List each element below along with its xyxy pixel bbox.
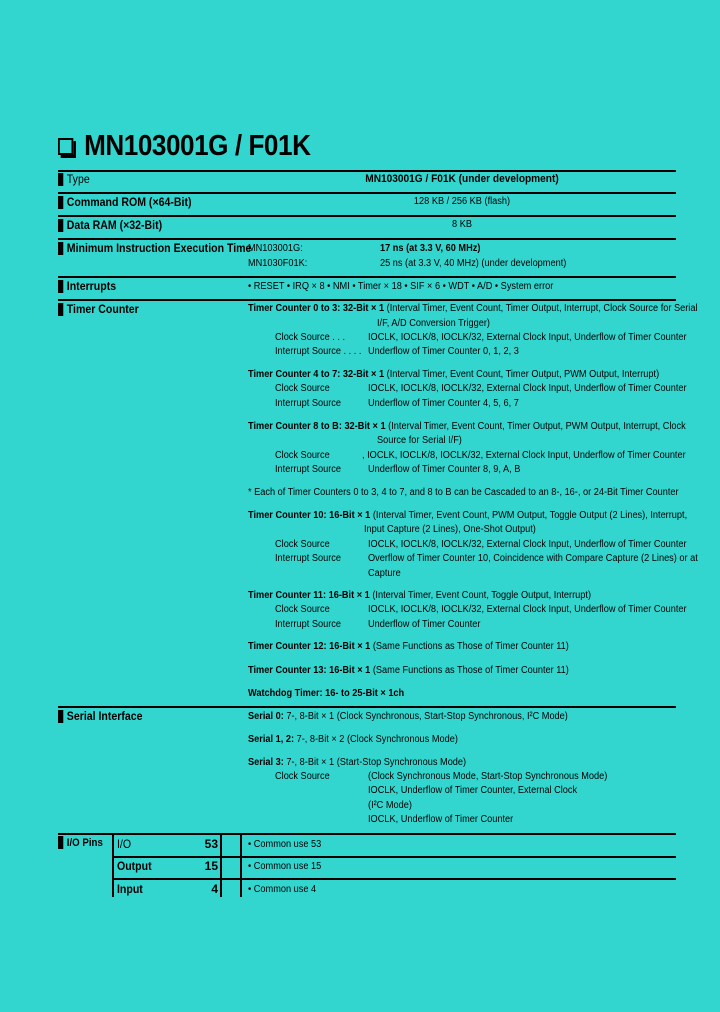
int-value: Underflow of Timer Counter 4, 5, 6, 7 (368, 398, 519, 409)
divider-vertical (240, 833, 242, 897)
divider-vertical (112, 833, 114, 897)
clock-value: IOCLK, Underflow of Timer Counter (368, 814, 514, 825)
tc8-line: Timer Counter 8 to B: 32-Bit × 1 (Interval Timer, Event Count, Timer Output, PWM Output, Interrupt, Clock (248, 421, 686, 432)
tc10-line: Timer Counter 10: 16-Bit × 1 (Interval Timer, Event Count, PWM Output, Toggle Output (2 Lines), Interrupt, (248, 510, 688, 521)
clock-value: , IOCLK, IOCLK/8, IOCLK/32, External Clock Input, Underflow of Timer Counter (362, 450, 686, 461)
int-label: Interrupt Source (275, 464, 341, 475)
io-count: 4 (211, 882, 218, 896)
io-note: • Common use 4 (248, 884, 317, 895)
tc12-line: Timer Counter 12: 16-Bit × 1 (Same Functions as Those of Timer Counter 11) (248, 641, 569, 652)
clock-label: Clock Source (275, 539, 330, 550)
interrupts-value: • RESET • IRQ × 8 • NMI • Timer × 18 • SIF × 6 • WDT • A/D • System error (248, 281, 554, 292)
clock-label: Clock Source (275, 604, 330, 615)
exec-time: 17 ns (at 3.3 V, 60 MHz) (380, 243, 481, 254)
divider (58, 706, 676, 708)
row-label-interrupts: Interrupts (58, 279, 116, 293)
clock-value: IOCLK, IOCLK/8, IOCLK/32, External Clock Input, Underflow of Timer Counter (368, 604, 687, 615)
int-value: Underflow of Timer Counter 0, 1, 2, 3 (368, 346, 519, 357)
tc0-desc2: I/F, A/D Conversion Trigger) (377, 318, 491, 329)
tc8-desc2: Source for Serial I/F) (377, 435, 462, 446)
checkbox-square-icon (58, 138, 73, 155)
serial12-line: Serial 1, 2: 7-, 8-Bit × 2 (Clock Synchronous Mode) (248, 734, 458, 745)
page-title (58, 130, 310, 163)
title-text: MN103001G / F01K (84, 130, 311, 162)
io-count: 53 (204, 837, 218, 851)
divider (58, 276, 676, 278)
divider (58, 833, 676, 835)
tc0-line: Timer Counter 0 to 3: 32-Bit × 1 (Interval Timer, Event Count, Timer Output, Interrupt, Clock Source for Serial (248, 303, 698, 314)
divider (58, 192, 676, 194)
ram-value: 8 KB (452, 219, 472, 230)
int-label: Interrupt Source (275, 619, 341, 630)
tc13-line: Timer Counter 13: 16-Bit × 1 (Same Functions as Those of Timer Counter 11) (248, 665, 569, 676)
divider (112, 856, 676, 858)
io-name: Output (117, 859, 152, 873)
io-note: • Common use 53 (248, 839, 322, 850)
row-label-rom: Command ROM (×64-Bit) (58, 195, 191, 209)
clock-value: IOCLK, IOCLK/8, IOCLK/32, External Clock Input, Underflow of Timer Counter (368, 383, 687, 394)
row-label-ram: Data RAM (×32-Bit) (58, 218, 162, 232)
int-value-2: Capture (368, 568, 401, 579)
rom-value: 128 KB / 256 KB (flash) (413, 196, 511, 207)
serial3-line: Serial 3: 7-, 8-Bit × 1 (Start-Stop Synchronous Mode) (248, 757, 467, 768)
divider (58, 170, 676, 172)
io-note: • Common use 15 (248, 861, 322, 872)
cascade-note: * Each of Timer Counters 0 to 3, 4 to 7, and 8 to B can be Cascaded to an 8-, 16-, or 24-Bit Timer Counter (248, 487, 679, 498)
clock-value: IOCLK, IOCLK/8, IOCLK/32, External Clock Input, Underflow of Timer Counter (368, 332, 687, 343)
row-label-serial: Serial Interface (58, 709, 143, 723)
divider (112, 878, 676, 880)
clock-value: (I²C Mode) (368, 800, 412, 811)
serial0-line: Serial 0: 7-, 8-Bit × 1 (Clock Synchronous, Start-Stop Synchronous, I²C Mode) (248, 711, 568, 722)
int-label: Interrupt Source (275, 398, 341, 409)
row-label-min-exec: Minimum Instruction Execution Time (58, 241, 251, 255)
clock-value: (Clock Synchronous Mode, Start-Stop Synchronous Mode) (368, 771, 608, 782)
int-value: Underflow of Timer Counter 8, 9, A, B (368, 464, 521, 475)
tc4-line: Timer Counter 4 to 7: 32-Bit × 1 (Interval Timer, Event Count, Timer Output, PWM Output, Interrupt) (248, 369, 660, 380)
tc11-line: Timer Counter 11: 16-Bit × 1 (Interval Timer, Event Count, Toggle Output, Interrupt) (248, 590, 592, 601)
divider (58, 215, 676, 217)
clock-value: IOCLK, IOCLK/8, IOCLK/32, External Clock Input, Underflow of Timer Counter (368, 539, 687, 550)
row-label-io: I/O Pins (58, 836, 103, 849)
clock-label: Clock Source (275, 771, 330, 782)
int-label: Interrupt Source . . . . (275, 346, 362, 357)
tc10-desc2: Input Capture (2 Lines), One-Shot Output) (364, 524, 536, 535)
model-name: MN1030F01K: (248, 258, 308, 269)
clock-label: Clock Source . . . (275, 332, 346, 343)
clock-value: IOCLK, Underflow of Timer Counter, External Clock (368, 785, 578, 796)
io-name: Input (117, 882, 143, 896)
type-value: MN103001G / F01K (under development) (365, 173, 559, 185)
divider (58, 238, 676, 240)
exec-time: 25 ns (at 3.3 V, 40 MHz) (under development) (380, 258, 567, 269)
divider (58, 299, 676, 301)
io-name: I/O (117, 837, 132, 851)
int-value: Overflow of Timer Counter 10, Coincidence with Compare Capture (2 Lines) or at (368, 553, 698, 564)
io-count: 15 (204, 859, 218, 873)
watchdog-line: Watchdog Timer: 16- to 25-Bit × 1ch (248, 688, 405, 699)
int-value: Underflow of Timer Counter (368, 619, 481, 630)
row-label-timer: Timer Counter (58, 302, 139, 316)
model-name: MN103001G: (248, 243, 303, 254)
clock-label: Clock Source (275, 383, 330, 394)
row-label-type: Type (58, 172, 90, 186)
int-label: Interrupt Source (275, 553, 341, 564)
clock-label: Clock Source (275, 450, 330, 461)
divider-vertical (220, 833, 222, 897)
